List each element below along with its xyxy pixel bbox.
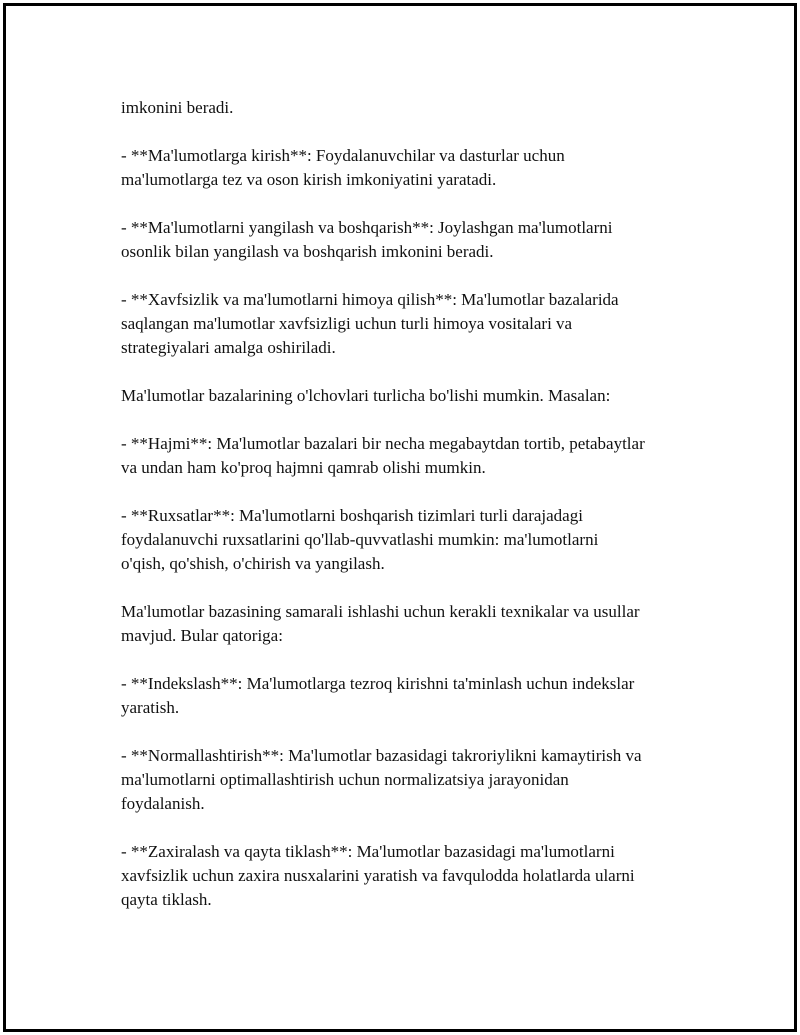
paragraph-dimensions: Ma'lumotlar bazalarining o'lchovlari turlicha bo'lishi mumkin. Masalan: bbox=[121, 386, 611, 405]
list-item-data-update: - **Ma'lumotlarni yangilash va boshqarish**: Joylashgan ma'lumotlarni osonlik bilan yangilash va boshqarish imkonini beradi. bbox=[121, 218, 613, 261]
list-item-indexing: - **Indekslash**: Ma'lumotlarga tezroq kirishni ta'minlash uchun indekslar yaratish. bbox=[121, 674, 635, 717]
list-item-security: - **Xavfsizlik va ma'lumotlarni himoya qilish**: Ma'lumotlar bazalarida saqlangan ma'lumotlar xavfsizligi uchun turli himoya vositalari va strategiyalari amalga oshiriladi. bbox=[121, 290, 619, 357]
list-item-data-access: - **Ma'lumotlarga kirish**: Foydalanuvchilar va dasturlar uchun ma'lumotlarga tez va oson kirish imkoniyatini yaratadi. bbox=[121, 146, 565, 189]
list-item-volume: - **Hajmi**: Ma'lumotlar bazalari bir necha megabaytdan tortib, petabaytlar va undan ham ko'proq hajmni qamrab olishi mumkin. bbox=[121, 434, 645, 477]
paragraph-continuation: imkonini beradi. bbox=[121, 98, 234, 117]
page-frame bbox=[3, 3, 797, 1032]
document-body bbox=[121, 96, 701, 912]
paragraph-techniques: Ma'lumotlar bazasining samarali ishlashi uchun kerakli texnikalar va usullar mavjud. Bular qatoriga: bbox=[121, 602, 640, 645]
list-item-permissions: - **Ruxsatlar**: Ma'lumotlarni boshqarish tizimlari turli darajadagi foydalanuvchi ruxsatlarini qo'llab-quvvatlashi mumkin: ma'lumotlarni o'qish, qo'shish, o'chirish va yangilash. bbox=[121, 506, 599, 573]
list-item-normalization: - **Normallashtirish**: Ma'lumotlar bazasidagi takroriylikni kamaytirish va ma'lumotlarni optimallashtirish uchun normalizatsiya jarayonidan foydalanish. bbox=[121, 746, 642, 813]
list-item-backup: - **Zaxiralash va qayta tiklash**: Ma'lumotlar bazasidagi ma'lumotlarni xavfsizlik uchun zaxira nusxalarini yaratish va favqulodda holatlarda ularni qayta tiklash. bbox=[121, 842, 635, 909]
